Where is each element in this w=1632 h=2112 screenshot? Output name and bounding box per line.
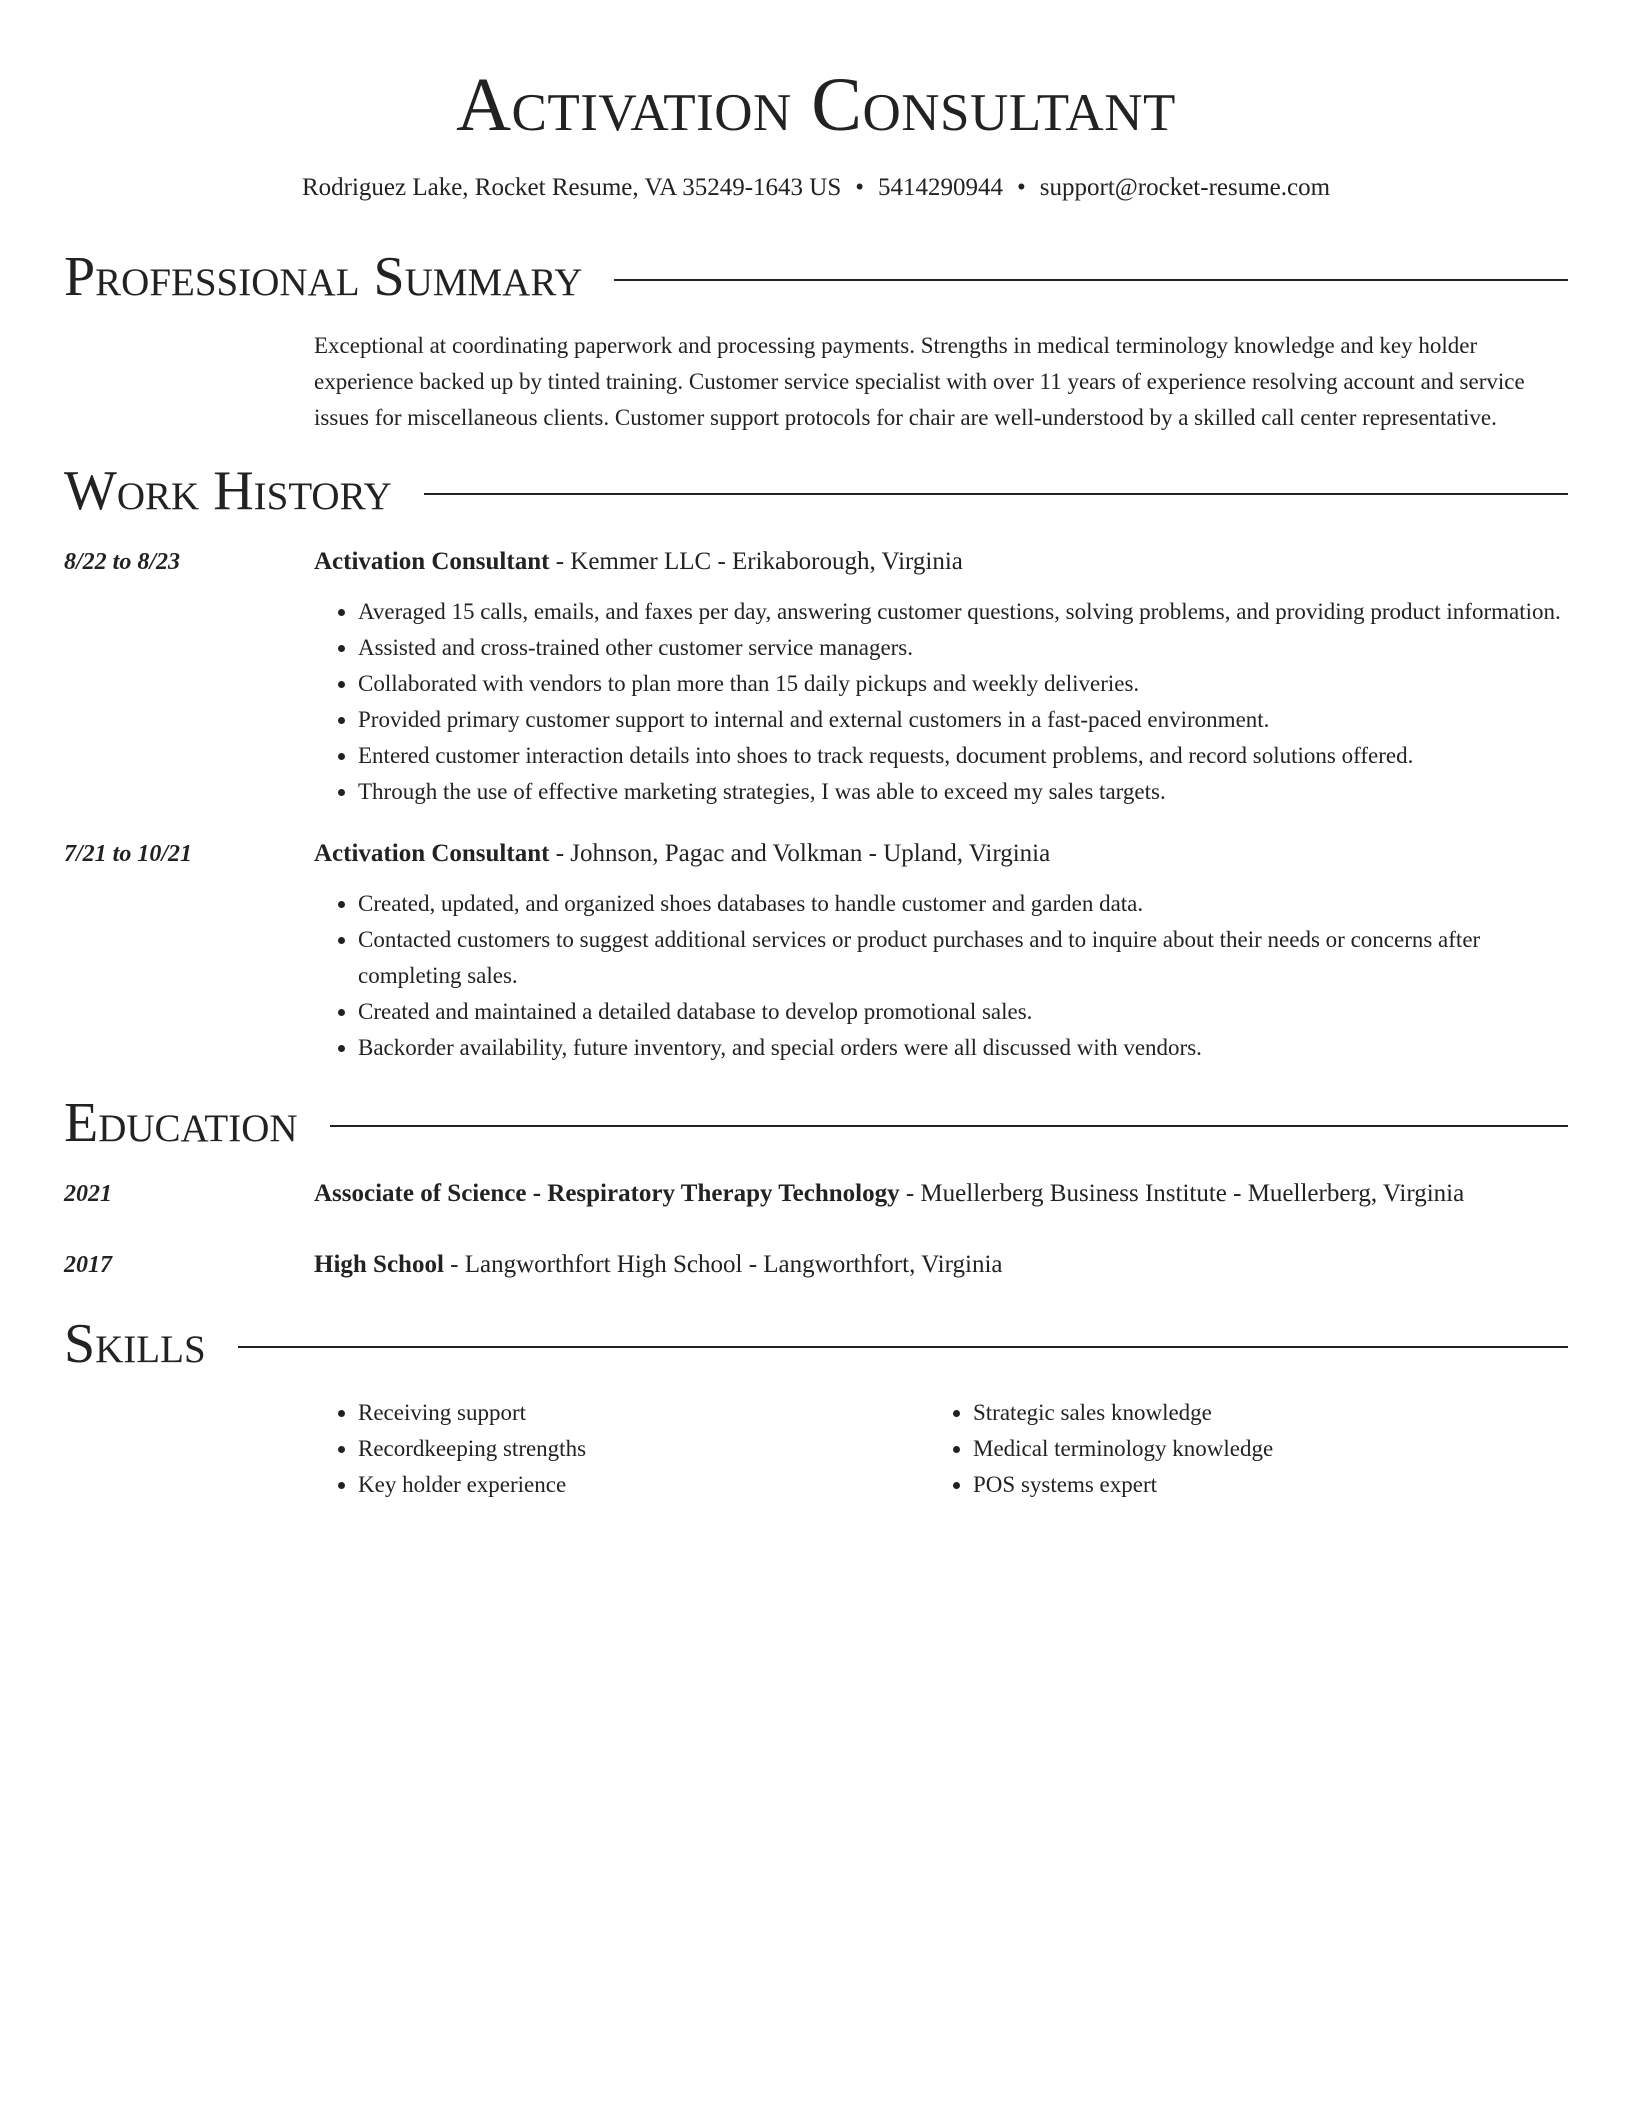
education-entry	[64, 1176, 1568, 1212]
education-details	[314, 1176, 1568, 1212]
job-title-line	[314, 544, 1568, 580]
job-role: Activation Consultant	[314, 548, 550, 575]
job-company: - Kemmer LLC - Erikaborough, Virginia	[549, 548, 963, 575]
section-divider	[424, 493, 1568, 495]
summary-text: Exceptional at coordinating paperwork and processing payments. Strengths in medical terminology knowledge and key holder experience backed up by tinted training. Customer service specialist with over 11 years of experience resolving account and service issues for miscellaneous clients. Customer support protocols for chair are well-understood by a skilled call center representative.	[314, 333, 1525, 430]
skills-list	[314, 1395, 1568, 1503]
job-bullet: • Entered customer interaction details into shoes to track requests, document problems, and record solutions offered.	[358, 738, 1568, 774]
section-header-work-history	[64, 458, 1568, 524]
section-title-summary: Professional Summary	[64, 246, 583, 308]
section-divider	[330, 1125, 1568, 1127]
education-year: 2017	[64, 1252, 112, 1278]
job-bullet: • Averaged 15 calls, emails, and faxes per day, answering customer questions, solving problems, and providing product information.	[358, 594, 1568, 630]
skill-item: • Key holder experience	[358, 1467, 929, 1503]
job-bullet: • Assisted and cross-trained other customer service managers.	[358, 630, 1568, 666]
job-details	[314, 836, 1568, 1066]
job-bullet: • Created and maintained a detailed database to develop promotional sales.	[358, 994, 1568, 1030]
contact-separator: •	[1017, 174, 1026, 201]
education-school: - Muellerberg Business Institute - Muellerberg, Virginia	[899, 1180, 1465, 1207]
job-entry	[64, 544, 1568, 810]
job-bullet: • Backorder availability, future inventory, and special orders were all discussed with vendors.	[358, 1030, 1568, 1066]
section-divider	[614, 279, 1568, 281]
contact-email: support@rocket-resume.com	[1039, 174, 1331, 201]
job-entry	[64, 836, 1568, 1066]
skills-column-left	[314, 1395, 929, 1503]
job-bullet: • Created, updated, and organized shoes databases to handle customer and garden data.	[358, 886, 1568, 922]
job-company: - Johnson, Pagac and Volkman - Upland, Virginia	[549, 840, 1051, 867]
education-school: - Langworthfort High School - Langworthfort, Virginia	[443, 1251, 1003, 1278]
skill-item: • POS systems expert	[973, 1467, 1544, 1503]
skill-item: • Strategic sales knowledge	[973, 1395, 1544, 1431]
job-bullet-list	[314, 886, 1568, 1066]
contact-line	[64, 172, 1568, 204]
job-bullet: • Collaborated with vendors to plan more than 15 daily pickups and weekly deliveries.	[358, 666, 1568, 702]
education-entry	[64, 1247, 1568, 1283]
job-bullet: • Provided primary customer support to internal and external customers in a fast-paced environment.	[358, 702, 1568, 738]
contact-separator: •	[855, 174, 864, 201]
education-degree: High School	[314, 1251, 444, 1278]
skill-item: • Receiving support	[358, 1395, 929, 1431]
education-degree: Associate of Science - Respiratory Therapy Technology	[314, 1180, 900, 1207]
education-year: 2021	[64, 1181, 112, 1207]
job-dates: 7/21 to 10/21	[64, 841, 193, 867]
job-title-line	[314, 836, 1568, 872]
job-bullet: • Through the use of effective marketing strategies, I was able to exceed my sales targets.	[358, 774, 1568, 810]
job-dates: 8/22 to 8/23	[64, 549, 181, 575]
job-bullet-list	[314, 594, 1568, 810]
section-divider	[238, 1346, 1568, 1348]
section-title-work-history: Work History	[64, 460, 392, 522]
section-header-education	[64, 1090, 1568, 1156]
contact-phone: 5414290944	[878, 174, 1003, 201]
section-title-skills: Skills	[64, 1313, 206, 1375]
section-header-skills	[64, 1311, 1568, 1377]
section-header-summary	[64, 244, 1568, 310]
skills-column-right	[929, 1395, 1544, 1503]
education-details	[314, 1247, 1568, 1283]
skill-item: • Medical terminology knowledge	[973, 1431, 1544, 1467]
section-title-education: Education	[64, 1092, 298, 1154]
resume-name: Activation Consultant	[456, 63, 1176, 147]
job-details	[314, 544, 1568, 810]
job-role: Activation Consultant	[314, 840, 550, 867]
skill-item: • Recordkeeping strengths	[358, 1431, 929, 1467]
contact-address: Rodriguez Lake, Rocket Resume, VA 35249-1643 US	[301, 174, 842, 201]
job-bullet: • Contacted customers to suggest additional services or product purchases and to inquire about their needs or concerns after completing sales.	[358, 922, 1568, 994]
